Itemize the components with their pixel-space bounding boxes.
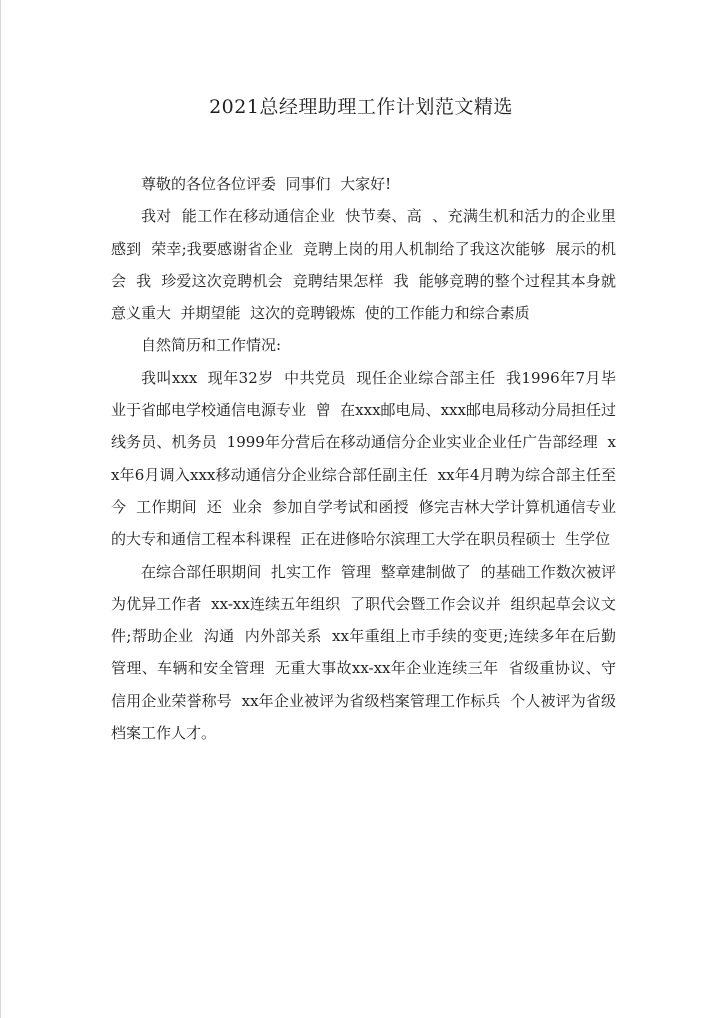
document-title: 2021总经理助理工作计划范文精选: [209, 96, 513, 118]
paragraph-resume: 我叫xxx 现年32岁 中共党员 现任企业综合部主任 我1996年7月毕业于省邮电学校通信电源专业 曾 在xxx邮电局、xxx邮电局移动分局担任过线务员、机务员 1999年分营后在移动通信分企业实业企业任广告部经理 xx年6月调入xxx移动通信分企业综合部任副主任 xx年4月聘为综合部主任至今 工作期间 还 业余 参加自学考试和函授 修完吉林大学计算机通信专业的大专和通信工程本科课程 正在进修哈尔滨理工大学在职员程硕士 生学位: [111, 368, 616, 549]
paragraph-achievements: 在综合部任职期间 扎实工作 管理 整章建制做了 的基础工作数次被评为优异工作者 xx-xx连续五年组织 了职代会暨工作会议并 组织起草会议文件;帮助企业 沟通 内外部关系 xx年重组上市手续的变更;连续多年在后勤管理、车辆和安全管理 无重大事故xx-xx年企业连续三年 省级重协议、守信用企业荣誉称号 xx年企业被评为省级档案管理工作标兵 个人被评为省级档案工作人才。: [111, 562, 616, 743]
paragraph-intro: 我对 能工作在移动通信企业 快节奏、高 、充满生机和活力的企业里 感到 荣幸;我要感谢省企业 竞聘上岗的用人机制给了我这次能够 展示的机会 我 珍爱这次竞聘机会 竞聘结果怎样 我 能够竞聘的整个过程其本身就意义重大 并期望能 这次的竞聘锻炼 使的工作能力和综合素质: [111, 207, 626, 323]
document-body: [111, 168, 626, 749]
paragraph-greeting: 尊敬的各位各位评委 同事们 大家好!: [141, 175, 392, 193]
paragraph-heading-resume: 自然简历和工作情况:: [141, 336, 282, 355]
